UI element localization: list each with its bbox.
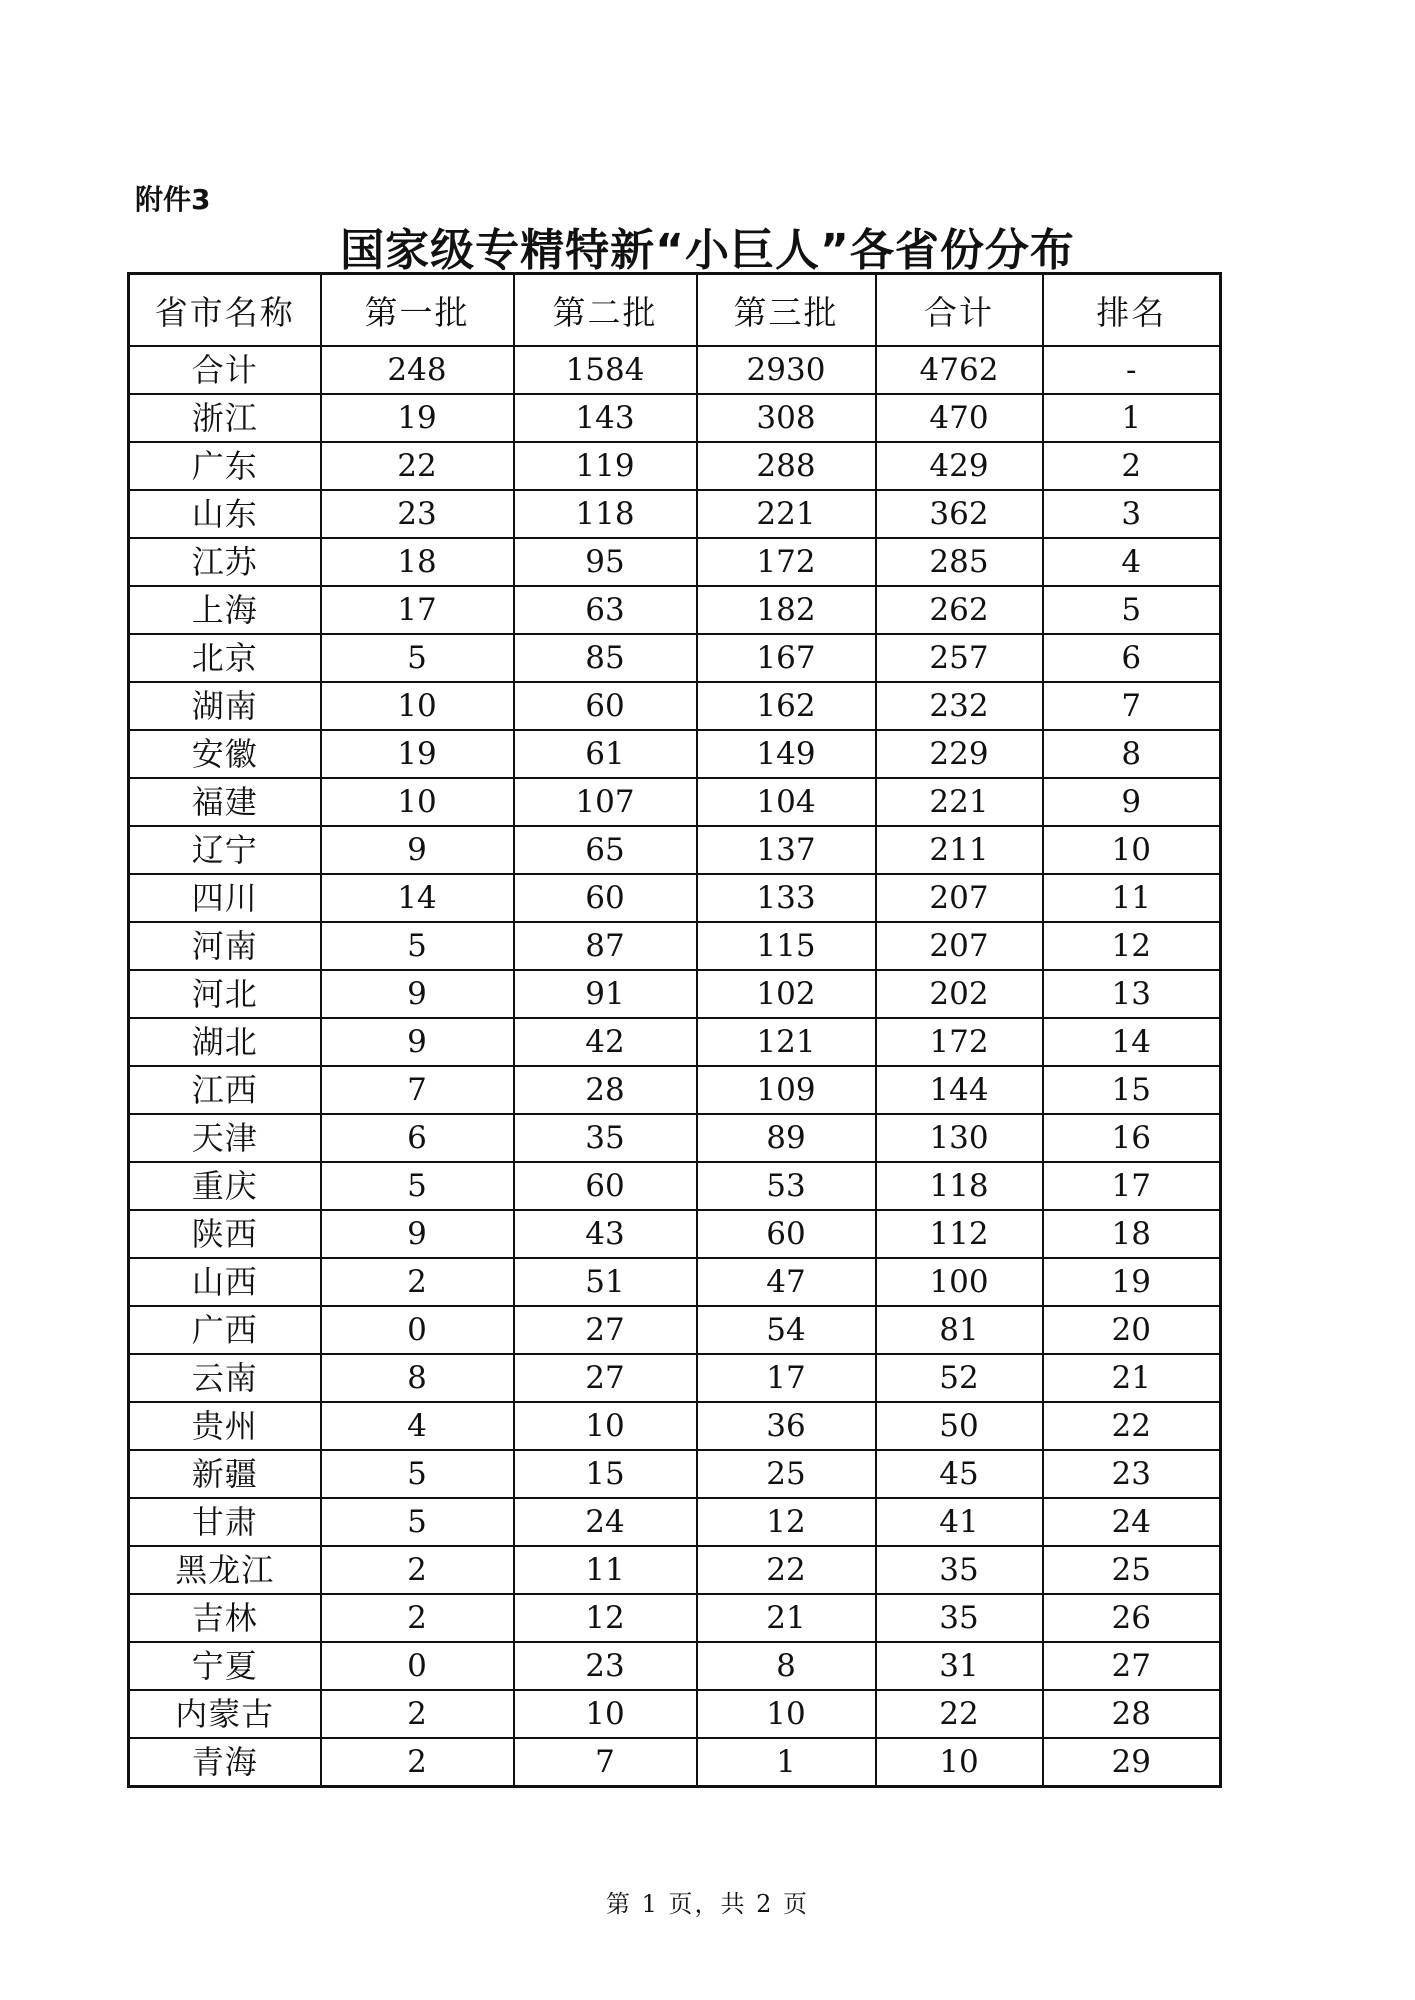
batch-2-cell: 10: [514, 1402, 697, 1450]
batch-3-cell: 47: [697, 1258, 876, 1306]
batch-1-cell: 248: [321, 346, 514, 394]
batch-1-cell: 2: [321, 1738, 514, 1787]
total-cell: 22: [876, 1690, 1043, 1738]
batch-1-cell: 2: [321, 1258, 514, 1306]
rank-cell: 4: [1043, 538, 1221, 586]
province-cell: 青海: [129, 1738, 321, 1787]
batch-2-cell: 27: [514, 1306, 697, 1354]
table-row: [129, 1306, 1221, 1354]
rank-cell: 22: [1043, 1402, 1221, 1450]
total-cell: 31: [876, 1642, 1043, 1690]
rank-cell: 2: [1043, 442, 1221, 490]
rank-cell: 14: [1043, 1018, 1221, 1066]
header-province: 省市名称: [129, 274, 321, 347]
table-row: [129, 970, 1221, 1018]
province-cell: 山西: [129, 1258, 321, 1306]
table-row: [129, 682, 1221, 730]
batch-1-cell: 14: [321, 874, 514, 922]
batch-3-cell: 172: [697, 538, 876, 586]
rank-cell: 23: [1043, 1450, 1221, 1498]
total-cell: 429: [876, 442, 1043, 490]
header-batch-1: 第一批: [321, 274, 514, 347]
batch-1-cell: 17: [321, 586, 514, 634]
batch-1-cell: 9: [321, 826, 514, 874]
province-distribution-table: [127, 272, 1222, 1788]
province-cell: 云南: [129, 1354, 321, 1402]
batch-2-cell: 91: [514, 970, 697, 1018]
total-cell: 470: [876, 394, 1043, 442]
total-cell: 4762: [876, 346, 1043, 394]
table-row: [129, 1546, 1221, 1594]
total-cell: 232: [876, 682, 1043, 730]
batch-3-cell: 8: [697, 1642, 876, 1690]
batch-1-cell: 2: [321, 1690, 514, 1738]
table-row: [129, 1738, 1221, 1787]
province-cell: 安徽: [129, 730, 321, 778]
summary-row: [129, 346, 1221, 394]
total-cell: 81: [876, 1306, 1043, 1354]
rank-cell: 1: [1043, 394, 1221, 442]
batch-3-cell: 2930: [697, 346, 876, 394]
total-cell: 35: [876, 1546, 1043, 1594]
batch-3-cell: 162: [697, 682, 876, 730]
total-cell: 35: [876, 1594, 1043, 1642]
batch-1-cell: 22: [321, 442, 514, 490]
table-header-row: [129, 274, 1221, 347]
batch-2-cell: 11: [514, 1546, 697, 1594]
table-row: [129, 394, 1221, 442]
table-row: [129, 1642, 1221, 1690]
province-cell: 广西: [129, 1306, 321, 1354]
table-row: [129, 1066, 1221, 1114]
rank-cell: 10: [1043, 826, 1221, 874]
province-cell: 浙江: [129, 394, 321, 442]
batch-3-cell: 21: [697, 1594, 876, 1642]
table-row: [129, 778, 1221, 826]
table-row: [129, 922, 1221, 970]
province-cell: 新疆: [129, 1450, 321, 1498]
header-batch-2: 第二批: [514, 274, 697, 347]
batch-3-cell: 121: [697, 1018, 876, 1066]
province-cell: 黑龙江: [129, 1546, 321, 1594]
rank-cell: 6: [1043, 634, 1221, 682]
table-row: [129, 874, 1221, 922]
province-cell: 吉林: [129, 1594, 321, 1642]
total-cell: 262: [876, 586, 1043, 634]
batch-1-cell: 2: [321, 1546, 514, 1594]
batch-2-cell: 28: [514, 1066, 697, 1114]
batch-1-cell: 5: [321, 1162, 514, 1210]
total-cell: 202: [876, 970, 1043, 1018]
batch-2-cell: 65: [514, 826, 697, 874]
batch-3-cell: 115: [697, 922, 876, 970]
table-row: [129, 1018, 1221, 1066]
batch-2-cell: 1584: [514, 346, 697, 394]
table-row: [129, 1354, 1221, 1402]
total-cell: 10: [876, 1738, 1043, 1787]
total-cell: 221: [876, 778, 1043, 826]
rank-cell: 3: [1043, 490, 1221, 538]
province-cell: 辽宁: [129, 826, 321, 874]
province-cell: 福建: [129, 778, 321, 826]
rank-cell: 26: [1043, 1594, 1221, 1642]
batch-2-cell: 60: [514, 874, 697, 922]
batch-2-cell: 60: [514, 682, 697, 730]
table-row: [129, 1498, 1221, 1546]
rank-cell: 8: [1043, 730, 1221, 778]
rank-cell: -: [1043, 346, 1221, 394]
batch-3-cell: 53: [697, 1162, 876, 1210]
batch-2-cell: 24: [514, 1498, 697, 1546]
table-row: [129, 826, 1221, 874]
batch-1-cell: 23: [321, 490, 514, 538]
table-row: [129, 1162, 1221, 1210]
batch-3-cell: 10: [697, 1690, 876, 1738]
batch-1-cell: 18: [321, 538, 514, 586]
batch-3-cell: 60: [697, 1210, 876, 1258]
total-cell: 50: [876, 1402, 1043, 1450]
rank-cell: 21: [1043, 1354, 1221, 1402]
batch-1-cell: 0: [321, 1306, 514, 1354]
total-cell: 130: [876, 1114, 1043, 1162]
batch-3-cell: 182: [697, 586, 876, 634]
batch-1-cell: 10: [321, 682, 514, 730]
document-title: 国家级专精特新“小巨人”各省份分布: [340, 225, 1075, 276]
rank-cell: 28: [1043, 1690, 1221, 1738]
batch-2-cell: 15: [514, 1450, 697, 1498]
batch-1-cell: 6: [321, 1114, 514, 1162]
table-row: [129, 586, 1221, 634]
batch-3-cell: 308: [697, 394, 876, 442]
batch-1-cell: 19: [321, 730, 514, 778]
batch-1-cell: 7: [321, 1066, 514, 1114]
batch-1-cell: 19: [321, 394, 514, 442]
batch-1-cell: 9: [321, 970, 514, 1018]
batch-3-cell: 36: [697, 1402, 876, 1450]
table-row: [129, 490, 1221, 538]
table-body: [129, 346, 1221, 1787]
province-cell: 内蒙古: [129, 1690, 321, 1738]
province-cell: 江西: [129, 1066, 321, 1114]
total-cell: 100: [876, 1258, 1043, 1306]
batch-2-cell: 118: [514, 490, 697, 538]
batch-2-cell: 51: [514, 1258, 697, 1306]
province-cell: 四川: [129, 874, 321, 922]
table-row: [129, 1594, 1221, 1642]
header-rank: 排名: [1043, 274, 1221, 347]
batch-2-cell: 7: [514, 1738, 697, 1787]
batch-3-cell: 89: [697, 1114, 876, 1162]
province-cell: 宁夏: [129, 1642, 321, 1690]
rank-cell: 5: [1043, 586, 1221, 634]
table-row: [129, 730, 1221, 778]
rank-cell: 9: [1043, 778, 1221, 826]
header-batch-3: 第三批: [697, 274, 876, 347]
province-cell: 湖南: [129, 682, 321, 730]
batch-1-cell: 9: [321, 1018, 514, 1066]
total-cell: 207: [876, 874, 1043, 922]
province-cell: 上海: [129, 586, 321, 634]
province-cell: 广东: [129, 442, 321, 490]
province-cell: 江苏: [129, 538, 321, 586]
province-cell: 北京: [129, 634, 321, 682]
province-cell: 河南: [129, 922, 321, 970]
batch-1-cell: 5: [321, 1498, 514, 1546]
batch-3-cell: 22: [697, 1546, 876, 1594]
batch-1-cell: 4: [321, 1402, 514, 1450]
batch-2-cell: 35: [514, 1114, 697, 1162]
total-cell: 172: [876, 1018, 1043, 1066]
batch-2-cell: 60: [514, 1162, 697, 1210]
batch-3-cell: 149: [697, 730, 876, 778]
total-cell: 118: [876, 1162, 1043, 1210]
batch-2-cell: 63: [514, 586, 697, 634]
table-row: [129, 1690, 1221, 1738]
batch-2-cell: 119: [514, 442, 697, 490]
table-row: [129, 634, 1221, 682]
table-row: [129, 1210, 1221, 1258]
total-cell: 229: [876, 730, 1043, 778]
batch-3-cell: 288: [697, 442, 876, 490]
total-cell: 257: [876, 634, 1043, 682]
rank-cell: 12: [1043, 922, 1221, 970]
batch-3-cell: 1: [697, 1738, 876, 1787]
header-total: 合计: [876, 274, 1043, 347]
batch-3-cell: 133: [697, 874, 876, 922]
batch-1-cell: 5: [321, 1450, 514, 1498]
table-row: [129, 538, 1221, 586]
rank-cell: 18: [1043, 1210, 1221, 1258]
province-cell: 湖北: [129, 1018, 321, 1066]
province-cell: 陕西: [129, 1210, 321, 1258]
table-row: [129, 1114, 1221, 1162]
total-cell: 45: [876, 1450, 1043, 1498]
province-cell: 重庆: [129, 1162, 321, 1210]
total-cell: 285: [876, 538, 1043, 586]
batch-2-cell: 43: [514, 1210, 697, 1258]
province-cell: 山东: [129, 490, 321, 538]
rank-cell: 13: [1043, 970, 1221, 1018]
province-cell: 合计: [129, 346, 321, 394]
total-cell: 144: [876, 1066, 1043, 1114]
batch-1-cell: 0: [321, 1642, 514, 1690]
rank-cell: 19: [1043, 1258, 1221, 1306]
province-cell: 天津: [129, 1114, 321, 1162]
batch-2-cell: 107: [514, 778, 697, 826]
total-cell: 362: [876, 490, 1043, 538]
rank-cell: 24: [1043, 1498, 1221, 1546]
rank-cell: 7: [1043, 682, 1221, 730]
batch-1-cell: 5: [321, 922, 514, 970]
batch-3-cell: 167: [697, 634, 876, 682]
rank-cell: 27: [1043, 1642, 1221, 1690]
batch-3-cell: 102: [697, 970, 876, 1018]
batch-2-cell: 10: [514, 1690, 697, 1738]
rank-cell: 16: [1043, 1114, 1221, 1162]
table-row: [129, 1402, 1221, 1450]
batch-2-cell: 87: [514, 922, 697, 970]
page-footer: 第 1 页，共 2 页: [605, 1890, 810, 1918]
batch-2-cell: 143: [514, 394, 697, 442]
batch-1-cell: 5: [321, 634, 514, 682]
batch-2-cell: 85: [514, 634, 697, 682]
batch-3-cell: 137: [697, 826, 876, 874]
batch-3-cell: 17: [697, 1354, 876, 1402]
batch-2-cell: 27: [514, 1354, 697, 1402]
province-cell: 河北: [129, 970, 321, 1018]
table-row: [129, 442, 1221, 490]
batch-1-cell: 8: [321, 1354, 514, 1402]
total-cell: 52: [876, 1354, 1043, 1402]
batch-3-cell: 221: [697, 490, 876, 538]
table-row: [129, 1450, 1221, 1498]
province-cell: 贵州: [129, 1402, 321, 1450]
rank-cell: 20: [1043, 1306, 1221, 1354]
batch-3-cell: 12: [697, 1498, 876, 1546]
total-cell: 207: [876, 922, 1043, 970]
rank-cell: 15: [1043, 1066, 1221, 1114]
batch-2-cell: 61: [514, 730, 697, 778]
batch-2-cell: 42: [514, 1018, 697, 1066]
rank-cell: 11: [1043, 874, 1221, 922]
rank-cell: 17: [1043, 1162, 1221, 1210]
batch-3-cell: 25: [697, 1450, 876, 1498]
province-cell: 甘肃: [129, 1498, 321, 1546]
total-cell: 41: [876, 1498, 1043, 1546]
batch-1-cell: 9: [321, 1210, 514, 1258]
batch-3-cell: 54: [697, 1306, 876, 1354]
batch-1-cell: 2: [321, 1594, 514, 1642]
rank-cell: 25: [1043, 1546, 1221, 1594]
total-cell: 112: [876, 1210, 1043, 1258]
rank-cell: 29: [1043, 1738, 1221, 1787]
batch-1-cell: 10: [321, 778, 514, 826]
attachment-label: 附件3: [135, 183, 211, 216]
batch-2-cell: 95: [514, 538, 697, 586]
batch-3-cell: 109: [697, 1066, 876, 1114]
table-row: [129, 1258, 1221, 1306]
batch-2-cell: 12: [514, 1594, 697, 1642]
total-cell: 211: [876, 826, 1043, 874]
batch-3-cell: 104: [697, 778, 876, 826]
batch-2-cell: 23: [514, 1642, 697, 1690]
